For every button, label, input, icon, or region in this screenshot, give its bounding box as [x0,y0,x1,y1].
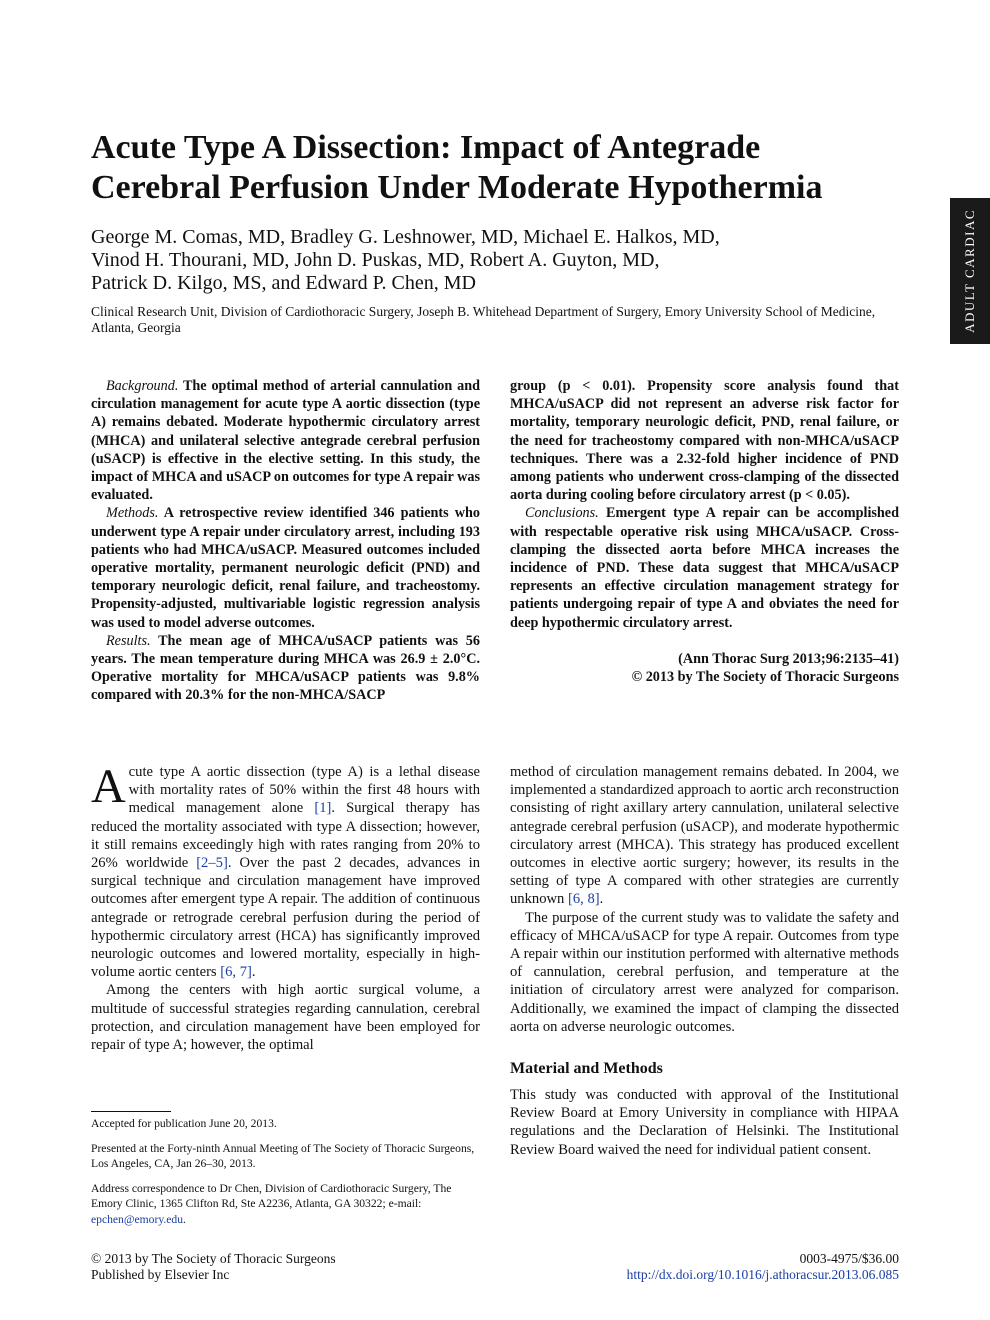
abstract-text: Emergent type A repair can be accomplished with respectable operative risk using MHCA/uSACP. Cross-clamping the dissected aorta before MHCA increases the incidence of PND. These data suggest that MHCA/uSACP represents an effective circulation management strategy for patients undergoing repair of type A and obviates the need for deep hypothermic circulatory arrest. [510,505,899,631]
footnote-accepted: Accepted for publication June 20, 2013. [91,1117,277,1130]
body-text: . [599,891,604,908]
affiliation: Clinical Research Unit, Division of Cardiothoracic Surgery, Joseph B. Whitehead Department of Surgery, Emory University School of Medicine, Atlanta, Georgia [91,304,876,335]
abstract-label: Conclusions. [525,505,599,522]
reference-link[interactable]: [1] [314,800,332,817]
body-text: cute type A aortic dissection (type A) is a lethal disease with mortality rates of 50% within the first 48 hours with medical management alone [128,764,480,817]
body-text: . Surgical therapy has reduced the mortality associated with type A dissection; however, it still remains exceedingly high with rates ranging from 20% to 26% worldwide [91,800,480,872]
body-left-column [91,760,480,1054]
abstract-results [91,632,480,705]
author-line: Patrick D. Kilgo, MS, and Edward P. Chen, MD [91,272,476,294]
body-paragraph: This study was conducted with approval of the Institutional Review Board at Emory University in compliance with HIPAA regulations and the Declaration of Helsinki. The Institutional Review Board waived the need for individual patient consent. [510,1087,899,1158]
footnote-text: Address correspondence to Dr Chen, Division of Cardiothoracic Surgery, The Emory Clinic, 1365 Clifton Rd, Ste A2236, Atlanta, GA 30322; e-mail: [91,1181,452,1211]
article-title: Acute Type A Dissection: Impact of Antegrade Cerebral Perfusion Under Moderate Hypothermia [91,129,823,206]
section-heading: Material and Methods [510,1060,663,1078]
section-tab [950,198,990,344]
footer-copyright: © 2013 by The Society of Thoracic Surgeons [91,1251,336,1266]
author-line: Vinod H. Thourani, MD, John D. Puskas, MD, Robert A. Guyton, MD, [91,249,660,271]
footnotes [91,1116,480,1237]
email-link[interactable]: epchen@emory.edu [91,1212,184,1226]
body-text: method of circulation management remains debated. In 2004, we implemented a standardized approach to aortic arch reconstruction consisting of right axillary artery cannulation, unilateral selective antegrade cerebral perfusion (uSACP), and moderate hypothermic circulatory arrest (MHCA). This strategy has produced excellent outcomes in elective aortic surgery; however, its results in the setting of type A compared with other strategies are currently unknown [510,764,899,908]
abstract-results-continued: group (p < 0.01). Propensity score analysis found that MHCA/uSACP did not represent an adverse risk factor for mortality, temporary neurologic deficit, PND, renal failure, or the need for tracheostomy compared with non-MHCA/uSACP techniques. There was a 2.32-fold higher incidence of PND among patients who underwent cross-clamping of the dissected aorta during cooling before circulatory arrest (p < 0.05). [510,378,899,504]
section-tab-label: ADULT CARDIAC [962,209,977,333]
abstract-label: Background. [106,378,179,394]
author-list [91,226,891,295]
abstract-copyright: © 2013 by The Society of Thoracic Surgeons [631,669,899,686]
footer-left [91,1251,336,1283]
intro-paragraph [91,760,480,981]
footer-right [627,1251,899,1283]
journal-citation: (Ann Thorac Surg 2013;96:2135–41) [678,650,899,667]
body-paragraph: Among the centers with high aortic surgical volume, a multitude of successful strategies regarding cannulation, cerebral protection, and circulation management have been employed for repair of type A; however, the optimal [91,982,480,1054]
doi-link[interactable]: http://dx.doi.org/10.1016/j.athoracsur.2013.06.085 [626,1267,899,1282]
footnote-presented: Presented at the Forty-ninth Annual Meeting of The Society of Thoracic Surgeons, Los Angeles, CA, Jan 26–30, 2013. [91,1141,475,1171]
citation-block [510,650,899,686]
author-line: George M. Comas, MD, Bradley G. Leshnower, MD, Michael E. Halkos, MD, [91,226,720,248]
footer-issn: 0003-4975/$36.00 [799,1251,899,1266]
reference-link[interactable]: [6, 7] [220,964,252,981]
abstract-methods [91,504,480,631]
abstract-label: Results. [106,632,151,649]
footer-publisher: Published by Elsevier Inc [91,1267,230,1282]
body-text: . [251,964,256,981]
abstract-right-column [510,377,899,686]
abstract-label: Methods. [106,505,159,522]
drop-cap: A [91,760,126,813]
abstract-text: The optimal method of arterial cannulation and circulation management for acute type A aortic dissection (type A) remains debated. Moderate hypothermic circulatory arrest (MHCA) and unilateral selective antegrade cerebral perfusion (uSACP) is effective in the elective setting. In this study, the impact of MHCA and uSACP on outcomes for type A repair was evaluated. [91,378,480,504]
abstract-text: The mean age of MHCA/uSACP patients was 56 years. The mean temperature during MHCA was 26.9 ± 2.0°C. Operative mortality for MHCA/uSACP patients was 9.8% compared with 20.3% for the non-MHCA/SACP [91,632,480,704]
footnote-address [91,1181,480,1228]
reference-link[interactable]: [2–5] [196,855,228,872]
body-paragraph [510,763,899,909]
body-right-column [510,763,899,1159]
abstract-left-column [91,377,480,705]
abstract-text: A retrospective review identified 346 patients who underwent type A repair under circulatory arrest, including 193 patients who had MHCA/uSACP. Measured outcomes included operative mortality, permanent neurologic deficit (PND) and temporary neurologic deficit, renal failure, and tracheostomy. Propensity-adjusted, multivariable logistic regression analysis was used to model adverse outcomes. [91,505,480,631]
reference-link[interactable]: [6, 8] [567,891,600,908]
footnote-divider [91,1111,171,1112]
footnote-text: . [183,1212,186,1226]
body-paragraph: The purpose of the current study was to validate the safety and efficacy of MHCA/uSACP for type A repair. Outcomes from type A repair within our institution performed with alternative methods of cannulation, cerebral perfusion, and temperature at the initiation of circulatory arrest were analyzed for comparison. Additionally, we examined the impact of clamping the dissected aorta on adverse neurologic outcomes. [510,909,899,1035]
body-text: . Over the past 2 decades, advances in surgical technique and circulation management have improved outcomes after emergent type A repair. The addition of continuous antegrade or retrograde cerebral perfusion during the period of hypothermic circulatory arrest (HCA) has significantly improved neurologic outcomes and lowered mortality, especially in high-volume aortic centers [91,855,480,981]
abstract-conclusions [510,504,899,631]
abstract-background [91,377,480,504]
